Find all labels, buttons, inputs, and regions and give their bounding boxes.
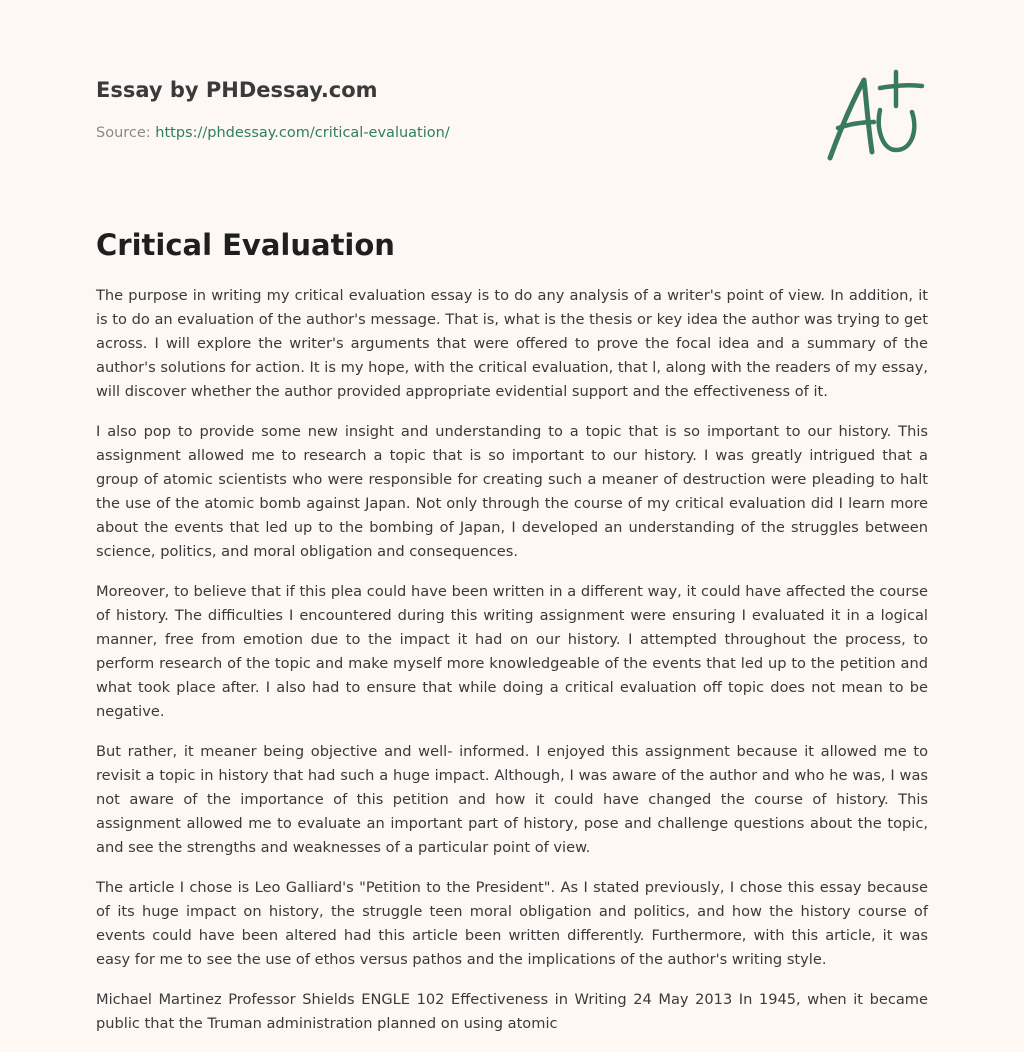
- a-plus-logo-icon: [820, 66, 930, 166]
- paragraph: I also pop to provide some new insight and understanding to a topic that is so important to our history. This assignment allowed me to research a topic that is so important to our history. I was greatly intrigued that a group of atomic scientists who were responsible for creating such a meaner of destruction were pleading to halt the use of the atomic bomb against Japan. Not only through the course of my critical evaluation did I learn more about the events that led up to the bombing of Japan, I developed an understanding of the struggles between science, politics, and moral obligation and consequences.: [96, 423, 928, 560]
- paragraph: The purpose in writing my critical evaluation essay is to do any analysis of a writer's point of view. In addition, it is to do an evaluation of the author's message. That is, what is the thesis or key idea the author was trying to get across. I will explore the writer's arguments that were offered to prove the focal idea and a summary of the author's solutions for action. It is my hope, with the critical evaluation, that l, along with the readers of my essay, will discover whether the author provided appropriate evidential support and the effectiveness of it.: [96, 287, 928, 400]
- paragraph: The article I chose is Leo Galliard's "Petition to the President". As I stated previously, I chose this essay because of its huge impact on history, the struggle teen moral obligation and politics, and how the history course of events could have been altered had this article been written differently. Furthermore, with this article, it was easy for me to see the use of ethos versus pathos and the implications of the author's writing style.: [96, 879, 928, 968]
- paragraph: Moreover, to believe that if this plea could have been written in a different way, it could have affected the course of history. The difficulties I encountered during this writing assignment were ensuring I evaluated it in a logical manner, free from emotion due to the impact it had on our history. I attempted throughout the process, to perform research of the topic and make myself more knowledgeable of the events that led up to the petition and what took place after. I also had to ensure that while doing a critical evaluation off topic does not mean to be negative.: [96, 583, 928, 720]
- source-link[interactable]: https://phdessay.com/critical-evaluation/: [155, 125, 450, 141]
- source-label: Source:: [96, 125, 156, 141]
- essay-header: [96, 74, 796, 143]
- essay-title: Critical Evaluation: [96, 228, 395, 262]
- essay-body: [96, 284, 928, 1052]
- site-brand: Essay by PHDessay.com: [96, 78, 378, 102]
- paragraph: Michael Martinez Professor Shields ENGLE 102 Effectiveness in Writing 24 May 2013 In 1945, when it became public that the Truman administration planned on using atomic: [96, 991, 928, 1032]
- paragraph: But rather, it meaner being objective and well- informed. I enjoyed this assignment because it allowed me to revisit a topic in history that had such a huge impact. Although, I was aware of the author and who he was, I was not aware of the importance of this petition and how it could have changed the course of history. This assignment allowed me to evaluate an important part of history, pose and challenge questions about the topic, and see the strengths and weaknesses of a particular point of view.: [96, 743, 928, 856]
- source-line: [96, 123, 796, 143]
